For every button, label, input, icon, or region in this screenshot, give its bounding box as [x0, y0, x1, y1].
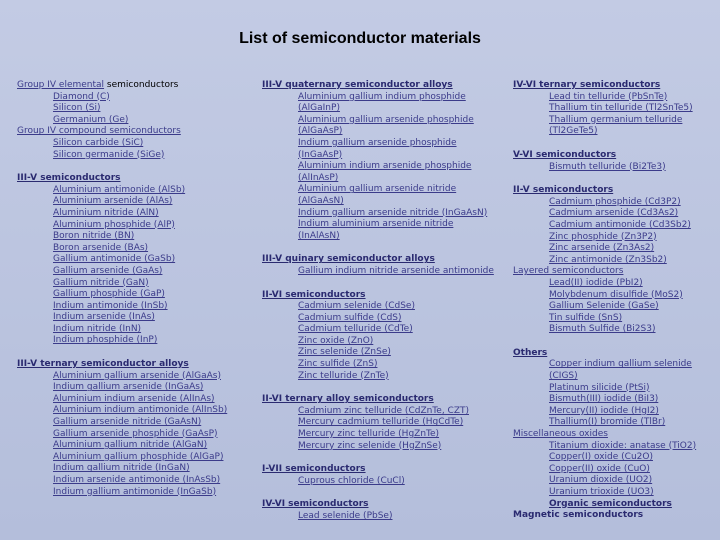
list-item	[513, 126, 718, 138]
material-link[interactable]: Bismuth(III) iodide (BiI3)	[549, 394, 659, 405]
list-item	[17, 254, 242, 266]
material-link[interactable]: Aluminium gallium phosphide (AlGaP)	[53, 451, 224, 462]
material-link[interactable]: Aluminium antimonide (AlSb)	[53, 184, 186, 195]
list-item	[513, 92, 718, 104]
material-link[interactable]: Gallium arsenide (GaAs)	[53, 265, 163, 276]
material-link[interactable]: Indium gallium nitride (InGaN)	[53, 463, 190, 474]
list-item	[17, 138, 242, 150]
list-item	[262, 417, 502, 429]
spacer	[262, 242, 502, 254]
list-item	[513, 208, 718, 220]
material-link[interactable]: Gallium phosphide (GaP)	[53, 289, 165, 300]
material-link[interactable]: Aluminium arsenide (AlAs)	[53, 196, 173, 207]
list-item	[262, 301, 502, 313]
material-link[interactable]: Gallium arsenide phosphide (GaAsP)	[53, 428, 218, 439]
column-right	[513, 80, 718, 522]
material-link[interactable]: Cadmium sulfide (CdS)	[298, 312, 402, 323]
list-item	[262, 115, 502, 127]
list-item	[513, 487, 718, 499]
list-item	[262, 336, 502, 348]
list-item	[262, 150, 502, 162]
material-link[interactable]: Gallium antimonide (GaSb)	[53, 254, 176, 265]
material-link[interactable]: (CIGS)	[549, 371, 578, 382]
section-heading-link[interactable]: I-VII semiconductors	[262, 464, 366, 475]
material-link[interactable]: Mercury zinc telluride (HgZnTe)	[298, 429, 440, 440]
section-heading	[262, 394, 502, 406]
material-link[interactable]: (AlGaInP)	[298, 103, 340, 114]
list-item	[262, 161, 502, 173]
material-link[interactable]: Indium arsenide (InAs)	[53, 312, 155, 323]
list-item	[17, 429, 242, 441]
list-item	[17, 208, 242, 220]
material-link[interactable]: Copper(II) oxide (CuO)	[549, 463, 650, 474]
list-item	[17, 115, 242, 127]
material-link[interactable]: Zinc oxide (ZnO)	[298, 335, 374, 346]
material-link[interactable]: Group IV elemental	[17, 80, 105, 90]
section-heading	[262, 80, 502, 92]
spacer	[17, 347, 242, 359]
list-item	[513, 394, 718, 406]
material-link[interactable]: Gallium arsenide nitride (GaAsN)	[53, 417, 202, 428]
material-link[interactable]: Zinc antimonide (Zn3Sb2)	[549, 254, 667, 265]
material-link[interactable]: Layered semiconductors	[513, 266, 624, 277]
material-link[interactable]: Molybdenum disulfide (MoS2)	[549, 289, 683, 300]
list-item	[17, 231, 242, 243]
list-item	[17, 440, 242, 452]
list-item	[513, 301, 718, 313]
material-link[interactable]: Mercury cadmium telluride (HgCdTe)	[298, 417, 464, 428]
section-heading-link[interactable]: IV-VI semiconductors	[262, 499, 369, 510]
list-item	[17, 475, 242, 487]
list-item	[262, 313, 502, 325]
list-item	[17, 80, 242, 92]
section-heading-link[interactable]: V-VI semiconductors	[513, 149, 617, 160]
list-item	[262, 324, 502, 336]
list-item	[513, 324, 718, 336]
material-link[interactable]: Zinc arsenide (Zn3As2)	[549, 243, 655, 254]
section-heading	[262, 254, 502, 266]
section-heading-link[interactable]: Magnetic semiconductors	[513, 510, 644, 521]
list-item	[17, 196, 242, 208]
material-link[interactable]: Thallium germanium telluride	[549, 114, 683, 125]
material-link[interactable]: Aluminium gallium arsenide (AlGaAs)	[53, 370, 221, 381]
list-item	[262, 173, 502, 185]
material-link[interactable]: Aluminium indium antimonide (AlInSb)	[53, 405, 228, 416]
list-item	[17, 452, 242, 464]
material-link[interactable]: Lead tin telluride (PbSnTe)	[549, 91, 668, 102]
material-link[interactable]: Cadmium phosphide (Cd3P2)	[549, 196, 681, 207]
material-link[interactable]: Indium gallium arsenide (InGaAs)	[53, 382, 204, 393]
material-link[interactable]: Copper indium gallium selenide	[549, 359, 692, 370]
material-link[interactable]: (AlGaAsN)	[298, 195, 344, 206]
material-link[interactable]: Thallium(I) bromide (TlBr)	[549, 417, 666, 428]
material-link[interactable]: Gallium nitride (GaN)	[53, 277, 149, 288]
list-item	[262, 347, 502, 359]
column-middle	[262, 80, 502, 523]
list-item	[262, 359, 502, 371]
list-item	[17, 487, 242, 499]
material-link[interactable]: (InGaAsP)	[298, 149, 343, 160]
list-item	[513, 290, 718, 302]
section-heading	[513, 150, 718, 162]
section-heading	[513, 348, 718, 360]
material-link[interactable]: Aluminium phosphide (AlP)	[53, 219, 175, 230]
list-item	[262, 441, 502, 453]
list-item	[17, 103, 242, 115]
list-item	[262, 126, 502, 138]
list-item	[513, 162, 718, 174]
list-item	[17, 185, 242, 197]
list-item	[17, 278, 242, 290]
list-item	[513, 243, 718, 255]
section-heading	[513, 510, 718, 522]
spacer	[513, 173, 718, 185]
section-heading	[17, 359, 242, 371]
list-item	[513, 417, 718, 429]
material-link[interactable]: Silicon carbide (SiC)	[53, 137, 144, 148]
section-heading-link[interactable]: IV-VI ternary semiconductors	[513, 80, 661, 90]
material-link[interactable]: Aluminium gallium nitride (AlGaN)	[53, 440, 208, 451]
material-link[interactable]: Diamond (C)	[53, 91, 110, 102]
list-item	[17, 382, 242, 394]
list-item	[17, 220, 242, 232]
material-link[interactable]: Indium arsenide antimonide (InAsSb)	[53, 475, 221, 485]
list-item	[262, 103, 502, 115]
material-link[interactable]: Cadmium zinc telluride (CdZnTe, CZT)	[298, 405, 469, 416]
material-link[interactable]: Boron nitride (BN)	[53, 231, 135, 242]
material-link[interactable]: Indium aluminium arsenide nitride	[298, 219, 454, 230]
list-item	[17, 312, 242, 324]
list-item	[17, 289, 242, 301]
spacer	[262, 278, 502, 290]
list-item	[513, 220, 718, 232]
list-item	[513, 313, 718, 325]
list-item	[17, 126, 242, 138]
material-link[interactable]: Germanium (Ge)	[53, 114, 129, 125]
list-item	[262, 406, 502, 418]
section-heading	[262, 464, 502, 476]
list-item	[513, 429, 718, 441]
list-item	[513, 232, 718, 244]
section-heading-link[interactable]: III-V ternary semiconductor alloys	[17, 359, 189, 370]
list-item	[262, 371, 502, 383]
list-item	[513, 452, 718, 464]
list-item	[262, 231, 502, 243]
list-item	[17, 335, 242, 347]
list-item	[262, 92, 502, 104]
section-heading	[262, 499, 502, 511]
material-link[interactable]: Cadmium telluride (CdTe)	[298, 324, 413, 335]
material-link[interactable]: Indium phosphide (InP)	[53, 335, 158, 346]
list-item	[262, 196, 502, 208]
material-link[interactable]: Thallium tin telluride (Tl2SnTe5)	[549, 103, 693, 114]
material-link[interactable]: Aluminium indium arsenide (AlInAs)	[53, 393, 215, 404]
material-link[interactable]: Mercury zinc selenide (HgZnSe)	[298, 440, 442, 451]
material-link[interactable]: Bismuth Sulfide (Bi2S3)	[549, 324, 656, 335]
material-link[interactable]: Tin sulfide (SnS)	[549, 312, 623, 323]
column-left	[17, 80, 242, 498]
material-link[interactable]: Uranium dioxide (UO2)	[549, 475, 653, 486]
section-heading-link[interactable]: II-VI ternary alloy semiconductors	[262, 394, 434, 405]
material-link[interactable]: Cadmium arsenide (Cd3As2)	[549, 208, 679, 219]
material-link[interactable]: Zinc phosphide (Zn3P2)	[549, 231, 657, 242]
list-item	[513, 475, 718, 487]
section-heading-link[interactable]: Organic semiconductors	[549, 498, 672, 509]
spacer	[513, 336, 718, 348]
list-item	[262, 184, 502, 196]
list-item	[17, 463, 242, 475]
section-heading-link[interactable]: II-VI semiconductors	[262, 289, 366, 300]
material-link[interactable]: (AlInAsP)	[298, 172, 339, 183]
material-link[interactable]: Lead selenide (PbSe)	[298, 511, 393, 521]
material-link[interactable]: Platinum silicide (PtSi)	[549, 382, 650, 393]
list-item	[17, 150, 242, 162]
list-item	[17, 417, 242, 429]
material-link[interactable]: Miscellaneous oxides	[513, 429, 608, 440]
section-heading	[513, 185, 718, 197]
spacer	[262, 382, 502, 394]
material-link[interactable]: Indium gallium arsenide phosphide	[298, 137, 457, 148]
spacer	[513, 138, 718, 150]
section-heading	[513, 499, 718, 511]
list-item	[262, 208, 502, 220]
list-item	[513, 441, 718, 453]
section-heading-link[interactable]: III-V semiconductors	[17, 173, 121, 184]
material-link[interactable]: Indium antimonide (InSb)	[53, 300, 168, 311]
list-item	[17, 394, 242, 406]
heading-suffix-text: semiconductors	[104, 80, 179, 90]
material-link[interactable]: Group IV compound semiconductors	[17, 126, 181, 137]
material-link[interactable]: Indium gallium antimonide (InGaSb)	[53, 486, 217, 497]
material-link[interactable]: Gallium Selenide (GaSe)	[549, 301, 659, 312]
material-link[interactable]: Cadmium selenide (CdSe)	[298, 301, 415, 312]
material-link[interactable]: Aluminium gallium arsenide nitride	[298, 184, 457, 195]
material-link[interactable]: Boron arsenide (BAs)	[53, 242, 149, 253]
list-item	[513, 197, 718, 209]
material-link[interactable]: Bismuth telluride (Bi2Te3)	[549, 161, 666, 172]
section-heading-link[interactable]: III-V quaternary semiconductor alloys	[262, 80, 453, 90]
list-item	[262, 476, 502, 488]
list-item	[17, 266, 242, 278]
material-link[interactable]: Silicon (Si)	[53, 103, 101, 114]
list-item	[17, 243, 242, 255]
section-heading-link[interactable]: III-V quinary semiconductor alloys	[262, 254, 435, 265]
list-item	[262, 219, 502, 231]
material-link[interactable]: Lead(II) iodide (PbI2)	[549, 277, 643, 288]
material-link[interactable]: (InAlAsN)	[298, 230, 340, 241]
material-link[interactable]: Aluminium gallium arsenide phosphide	[298, 114, 474, 125]
list-item	[262, 138, 502, 150]
material-link[interactable]: Gallium indium nitride arsenide antimonide	[298, 265, 494, 276]
material-link[interactable]: Cadmium antimonide (Cd3Sb2)	[549, 219, 691, 230]
list-item	[513, 103, 718, 115]
spacer	[262, 487, 502, 499]
list-item	[513, 266, 718, 278]
section-heading	[513, 80, 718, 92]
material-link[interactable]: Titanium dioxide: anatase (TiO2)	[549, 440, 697, 451]
list-item	[262, 266, 502, 278]
section-heading-link[interactable]: II-V semiconductors	[513, 185, 614, 196]
list-item	[17, 301, 242, 313]
list-item	[17, 371, 242, 383]
list-item	[513, 255, 718, 267]
material-link[interactable]: Mercury(II) iodide (HgI2)	[549, 405, 659, 416]
section-heading-link[interactable]: Others	[513, 347, 548, 358]
material-link[interactable]: Indium nitride (InN)	[53, 323, 142, 334]
material-link[interactable]: Copper(I) oxide (Cu2O)	[549, 452, 653, 463]
list-item	[17, 405, 242, 417]
list-item	[513, 115, 718, 127]
material-link[interactable]: Aluminium indium arsenide phosphide	[298, 161, 472, 172]
material-link[interactable]: Uranium trioxide (UO3)	[549, 487, 654, 497]
material-link[interactable]: (Tl2GeTe5)	[549, 126, 598, 137]
list-item	[262, 429, 502, 441]
page-title: List of semiconductor materials	[239, 30, 481, 47]
material-link[interactable]: Silicon germanide (SiGe)	[53, 149, 165, 160]
list-item	[513, 371, 718, 383]
list-item	[17, 92, 242, 104]
material-link[interactable]: Aluminium nitride (AlN)	[53, 207, 159, 218]
material-link[interactable]: Zinc telluride (ZnTe)	[298, 370, 389, 381]
list-item	[262, 511, 502, 523]
spacer	[262, 452, 502, 464]
list-item	[513, 278, 718, 290]
section-heading	[17, 173, 242, 185]
list-item	[513, 383, 718, 395]
list-item	[513, 464, 718, 476]
section-heading	[262, 290, 502, 302]
material-link[interactable]: Cuprous chloride (CuCl)	[298, 475, 405, 486]
material-link[interactable]: Indium gallium arsenide nitride (InGaAsN)	[298, 207, 488, 218]
list-item	[513, 359, 718, 371]
list-item	[513, 406, 718, 418]
list-item	[17, 324, 242, 336]
material-link[interactable]: Zinc sulfide (ZnS)	[298, 359, 378, 370]
material-link[interactable]: (AlGaAsP)	[298, 126, 343, 137]
material-link[interactable]: Aluminium gallium indium phosphide	[298, 91, 466, 102]
spacer	[17, 161, 242, 173]
material-link[interactable]: Zinc selenide (ZnSe)	[298, 347, 391, 358]
